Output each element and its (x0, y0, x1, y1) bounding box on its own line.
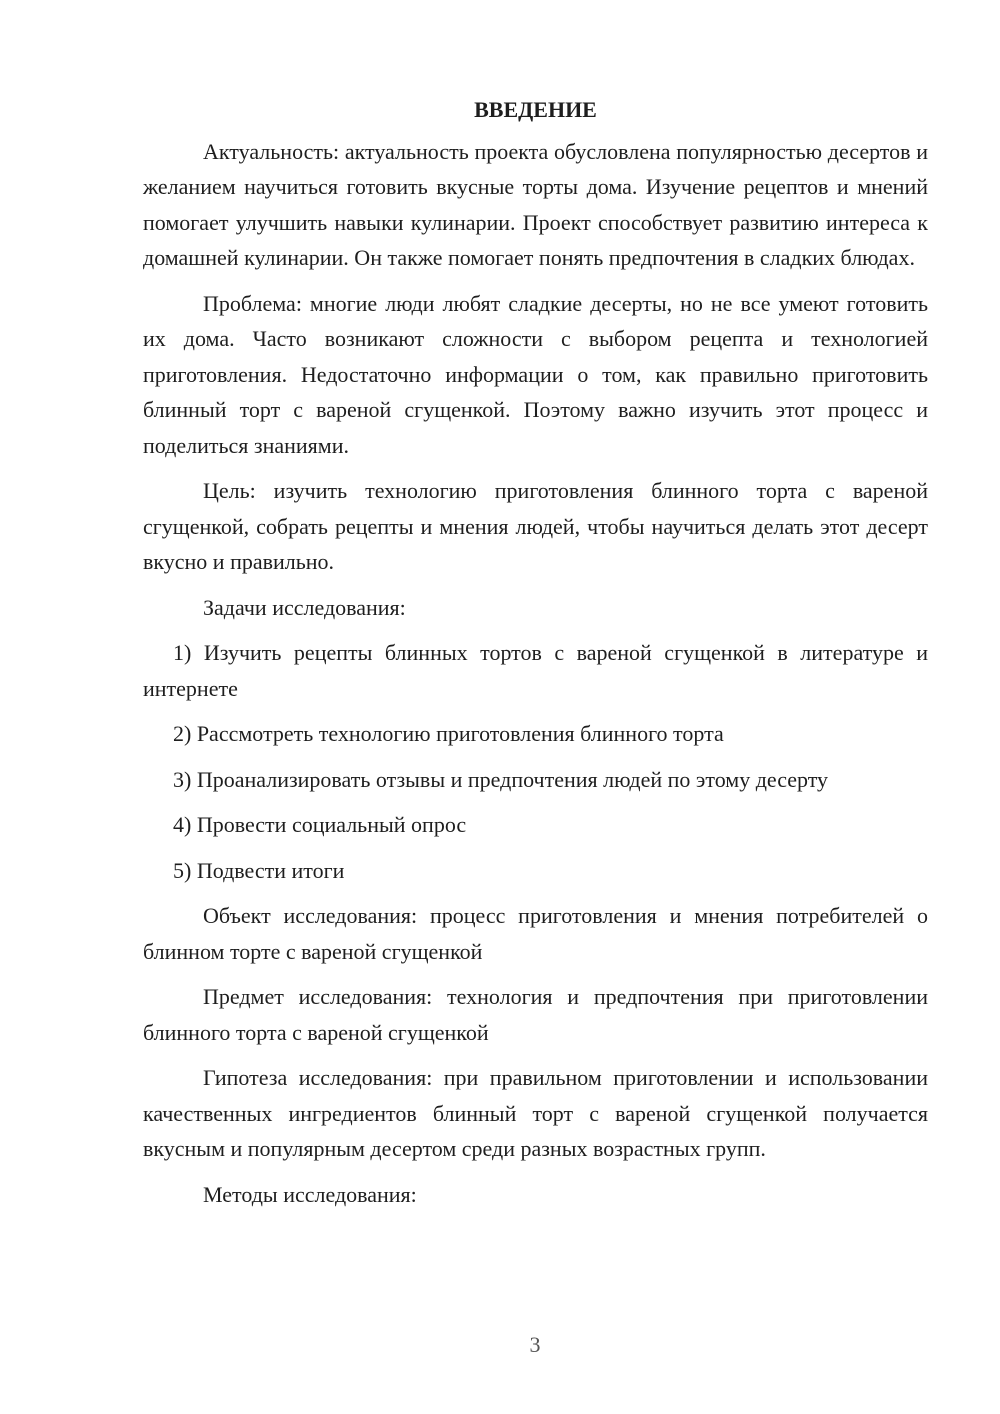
task-item: 2) Рассмотреть технологию приготовления блинного торта (173, 721, 724, 746)
tasks-heading: Задачи исследования: (203, 594, 406, 620)
task-item: 3) Проанализировать отзывы и предпочтения людей по этому десерту (173, 766, 829, 792)
task-item: 5) Подвести итоги (173, 857, 345, 883)
methods-heading: Методы исследования: (203, 1181, 417, 1207)
page-number: 3 (529, 1332, 541, 1357)
task-item: 1) Изучить рецепты блинных тортов с вареной сгущенкой в литературе и интернете (143, 640, 928, 701)
document-page (143, 92, 928, 1222)
task-item: 4) Провести социальный опрос (173, 812, 467, 837)
subject-paragraph: Предмет исследования: технология и предпочтения при приготовлении блинного торта с вареной сгущенкой (143, 984, 928, 1045)
goal-paragraph: Цель: изучить технологию приготовления блинного торта с вареной сгущенкой, собрать рецепты и мнения людей, чтобы научиться делать этот десерт вкусно и правильно. (143, 478, 928, 574)
relevance-paragraph: Актуальность: актуальность проекта обусловлена популярностью десертов и желанием научиться готовить вкусные торты дома. Изучение рецептов и мнений помогает улучшить навыки кулинарии. Проект способствует развитию интереса к домашней кулинарии. Он также помогает понять предпочтения в сладких блюдах. (143, 138, 928, 270)
problem-paragraph: Проблема: многие люди любят сладкие десерты, но не все умеют готовить их дома. Часто возникают сложности с выбором рецепта и технологией приготовления. Недостаточно информации о том, как правильно приготовить блинный торт с вареной сгущенкой. Поэтому важно изучить этот процесс и поделиться знаниями. (143, 290, 928, 458)
page-title: ВВЕДЕНИЕ (474, 97, 597, 122)
hypothesis-paragraph: Гипотеза исследования: при правильном приготовлении и использовании качественных ингредиентов блинный торт с вареной сгущенкой получается вкусным и популярным десертом среди разных возрастных групп. (143, 1065, 928, 1161)
object-paragraph: Объект исследования: процесс приготовления и мнения потребителей о блинном торте с вареной сгущенкой (143, 903, 928, 964)
